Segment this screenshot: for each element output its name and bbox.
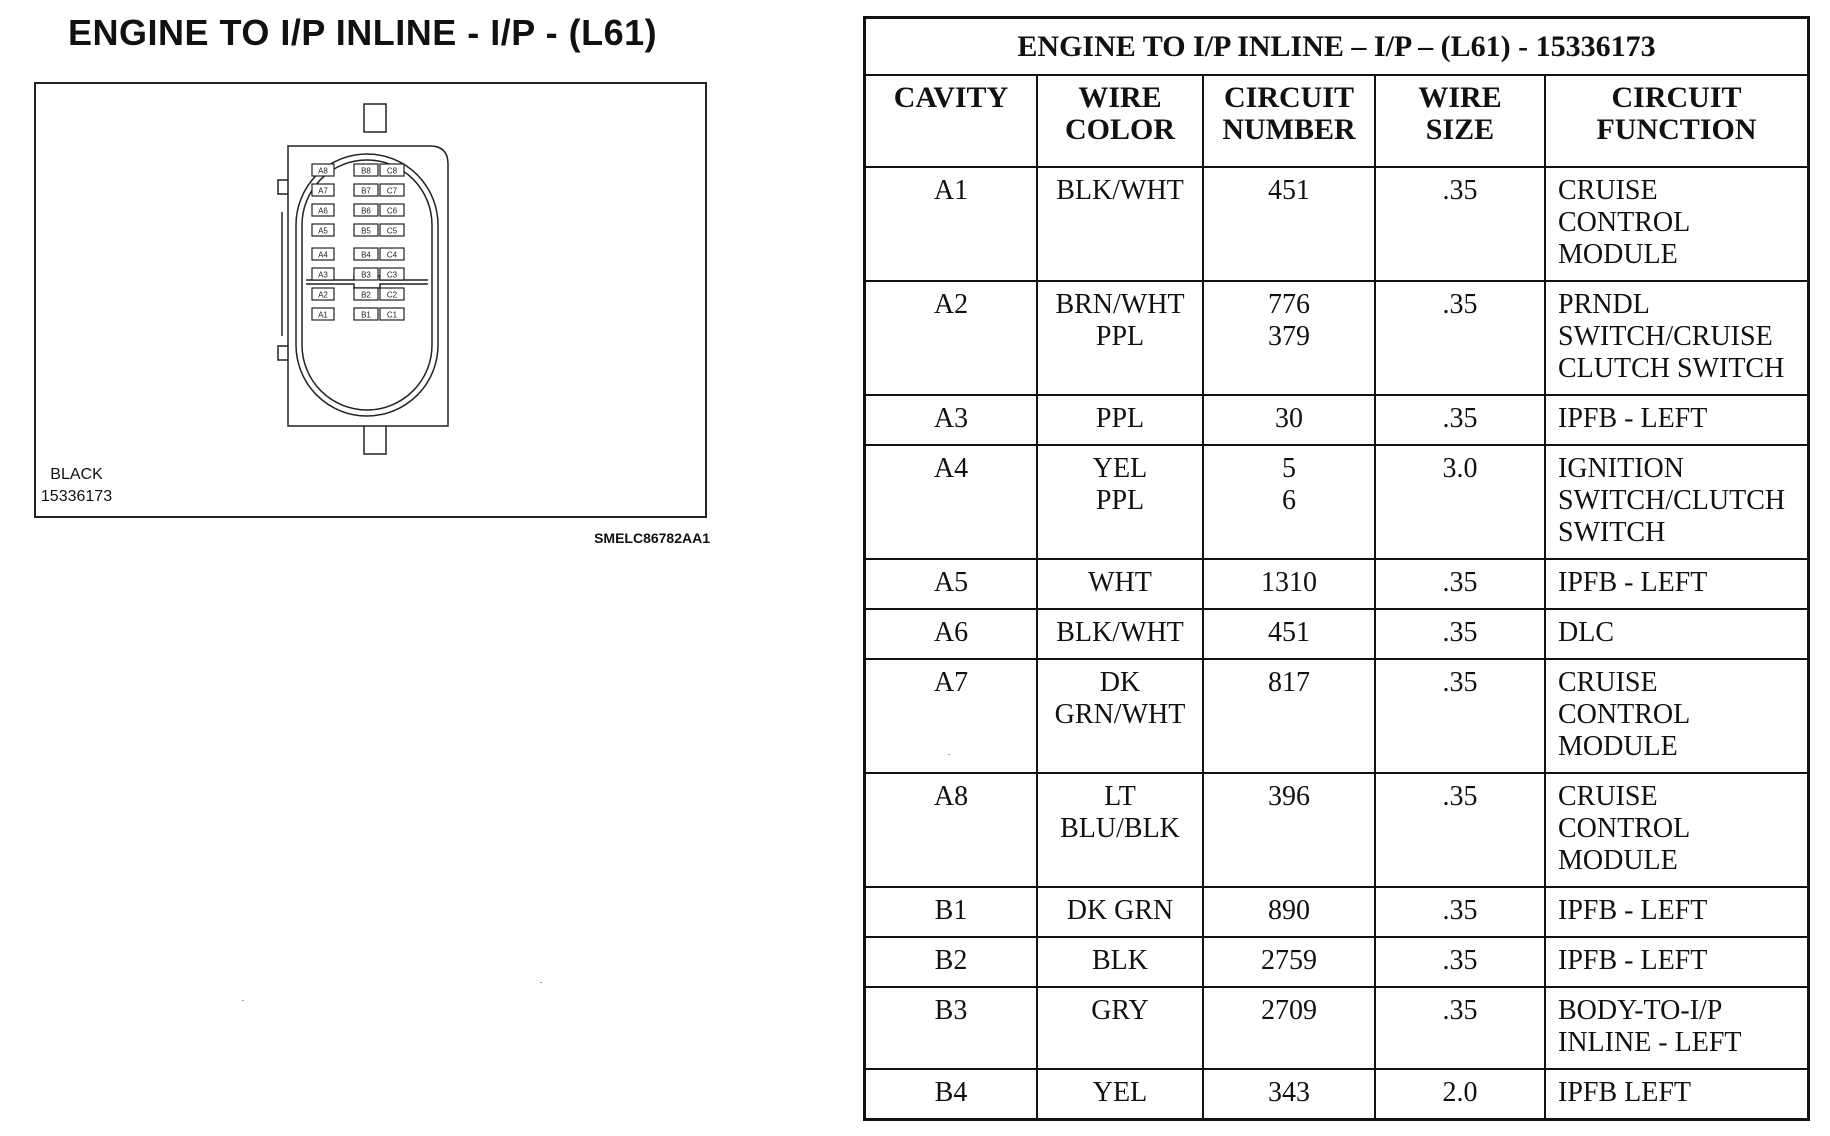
cell-wire-size: 2.0 xyxy=(1375,1069,1545,1119)
cell-cavity: A2 xyxy=(865,281,1038,395)
cell-wire-size: .35 xyxy=(1375,987,1545,1069)
connector-left-tab-bottom xyxy=(278,346,288,360)
header-wire-size: WIRE SIZE xyxy=(1375,75,1545,167)
cell-cavity: A6 xyxy=(865,609,1038,659)
connector-diagram-frame xyxy=(34,82,707,518)
table-row xyxy=(865,887,1809,937)
pinout-rows xyxy=(865,167,1809,1119)
cell-wire-color: DK GRN xyxy=(1037,887,1203,937)
table-row xyxy=(865,445,1809,559)
cell-circuit-function: IPFB - LEFT xyxy=(1545,395,1809,445)
cell-circuit-number: 2709 xyxy=(1203,987,1375,1069)
cell-wire-color: BRN/WHT PPL xyxy=(1037,281,1203,395)
cell-circuit-number: 396 xyxy=(1203,773,1375,887)
header-circuit-number: CIRCUIT NUMBER xyxy=(1203,75,1375,167)
cell-cavity: A5 xyxy=(865,559,1038,609)
cell-wire-size: .35 xyxy=(1375,887,1545,937)
cell-circuit-function: DLC xyxy=(1545,609,1809,659)
cell-circuit-function: BODY-TO-I/P INLINE - LEFT xyxy=(1545,987,1809,1069)
scan-speck xyxy=(540,982,542,983)
cavity-label-a5: A5 xyxy=(318,226,328,236)
cell-circuit-function: PRNDL SWITCH/CRUISE CLUTCH SWITCH xyxy=(1545,281,1809,395)
cell-circuit-function: IPFB - LEFT xyxy=(1545,559,1809,609)
cell-wire-color: LT BLU/BLK xyxy=(1037,773,1203,887)
cavity-label-a1: A1 xyxy=(318,310,328,320)
header-wire-color: WIRE COLOR xyxy=(1037,75,1203,167)
table-row xyxy=(865,659,1809,773)
cell-wire-size: .35 xyxy=(1375,659,1545,773)
cavity-label-a6: A6 xyxy=(318,206,328,216)
cavity-label-b7: B7 xyxy=(361,186,371,196)
cell-wire-size: .35 xyxy=(1375,167,1545,281)
cell-circuit-number: 890 xyxy=(1203,887,1375,937)
table-row xyxy=(865,559,1809,609)
cell-circuit-number: 451 xyxy=(1203,167,1375,281)
cell-wire-color: WHT xyxy=(1037,559,1203,609)
table-title: ENGINE TO I/P INLINE – I/P – (L61) - 15336173 xyxy=(865,18,1809,76)
cell-wire-size: .35 xyxy=(1375,609,1545,659)
cell-circuit-function: CRUISE CONTROL MODULE xyxy=(1545,773,1809,887)
header-circuit-function: CIRCUIT FUNCTION xyxy=(1545,75,1809,167)
cavity-label-b2: B2 xyxy=(361,290,371,300)
cavity-label-a4: A4 xyxy=(318,250,328,260)
cell-circuit-number: 451 xyxy=(1203,609,1375,659)
cell-circuit-function: CRUISE CONTROL MODULE xyxy=(1545,167,1809,281)
table-row xyxy=(865,1069,1809,1119)
cell-circuit-number: 1310 xyxy=(1203,559,1375,609)
cavity-label-b8: B8 xyxy=(361,166,371,176)
cavity-label-a8: A8 xyxy=(318,166,328,176)
cell-circuit-number: 343 xyxy=(1203,1069,1375,1119)
cell-wire-color: YEL xyxy=(1037,1069,1203,1119)
header-cavity: CAVITY xyxy=(865,75,1038,167)
pinout-table xyxy=(863,16,1810,1121)
cell-circuit-function: IPFB - LEFT xyxy=(1545,887,1809,937)
cell-circuit-number: 817 xyxy=(1203,659,1375,773)
table-row xyxy=(865,937,1809,987)
connector-left-tab-top xyxy=(278,180,288,194)
cell-wire-color: BLK xyxy=(1037,937,1203,987)
cell-wire-color: YEL PPL xyxy=(1037,445,1203,559)
cavity-label-a2: A2 xyxy=(318,290,328,300)
connector-face-drawing xyxy=(36,84,709,520)
cell-wire-size: .35 xyxy=(1375,395,1545,445)
cavity-label-c6: C6 xyxy=(386,206,398,216)
cavity-label-b5: B5 xyxy=(361,226,371,236)
cell-circuit-number: 776 379 xyxy=(1203,281,1375,395)
table-row xyxy=(865,167,1809,281)
cell-circuit-function: IPFB LEFT xyxy=(1545,1069,1809,1119)
connector-top-latch xyxy=(364,104,386,132)
cell-cavity: B2 xyxy=(865,937,1038,987)
cavity-label-c3: C3 xyxy=(386,270,398,280)
connector-part-number: 15336173 xyxy=(40,488,113,505)
scan-speck xyxy=(242,1000,244,1001)
cell-wire-size: 3.0 xyxy=(1375,445,1545,559)
cavity-label-b6: B6 xyxy=(361,206,371,216)
cavity-label-b1: B1 xyxy=(361,310,371,320)
cell-cavity: A3 xyxy=(865,395,1038,445)
cavity-label-c7: C7 xyxy=(386,186,398,196)
table-row xyxy=(865,773,1809,887)
cell-wire-size: .35 xyxy=(1375,559,1545,609)
cavity-label-b4: B4 xyxy=(361,250,371,260)
cell-wire-color: BLK/WHT xyxy=(1037,609,1203,659)
connector-color-label: BLACK xyxy=(50,466,103,483)
cell-cavity: B3 xyxy=(865,987,1038,1069)
table-row xyxy=(865,395,1809,445)
cell-cavity: B4 xyxy=(865,1069,1038,1119)
cavity-label-c1: C1 xyxy=(386,310,398,320)
cell-wire-size: .35 xyxy=(1375,773,1545,887)
cell-wire-color: DK GRN/WHT xyxy=(1037,659,1203,773)
cell-cavity: A8 xyxy=(865,773,1038,887)
table-row xyxy=(865,281,1809,395)
cell-cavity: B1 xyxy=(865,887,1038,937)
cavity-label-a3: A3 xyxy=(318,270,328,280)
cell-wire-size: .35 xyxy=(1375,281,1545,395)
cell-circuit-function: CRUISE CONTROL MODULE xyxy=(1545,659,1809,773)
cavity-label-c5: C5 xyxy=(386,226,398,236)
cavity-label-c8: C8 xyxy=(386,166,398,176)
cavity-label-a7: A7 xyxy=(318,186,328,196)
cell-circuit-number: 5 6 xyxy=(1203,445,1375,559)
figure-code: SMELC86782AA1 xyxy=(594,530,710,546)
cell-circuit-function: IGNITION SWITCH/CLUTCH SWITCH xyxy=(1545,445,1809,559)
diagram-title: ENGINE TO I/P INLINE - I/P - (L61) xyxy=(68,12,658,53)
cell-wire-color: BLK/WHT xyxy=(1037,167,1203,281)
table-row xyxy=(865,987,1809,1069)
cell-circuit-function: IPFB - LEFT xyxy=(1545,937,1809,987)
cell-circuit-number: 2759 xyxy=(1203,937,1375,987)
cell-wire-color: GRY xyxy=(1037,987,1203,1069)
cell-cavity: A1 xyxy=(865,167,1038,281)
cavity-label-c4: C4 xyxy=(386,250,398,260)
cavity-label-b3: B3 xyxy=(361,270,371,280)
table-row xyxy=(865,609,1809,659)
cell-cavity: A4 xyxy=(865,445,1038,559)
cell-wire-size: .35 xyxy=(1375,937,1545,987)
cell-wire-color: PPL xyxy=(1037,395,1203,445)
cell-circuit-number: 30 xyxy=(1203,395,1375,445)
cell-cavity: A7 xyxy=(865,659,1038,773)
cavity-label-c2: C2 xyxy=(386,290,398,300)
connector-bottom-latch xyxy=(364,424,386,454)
